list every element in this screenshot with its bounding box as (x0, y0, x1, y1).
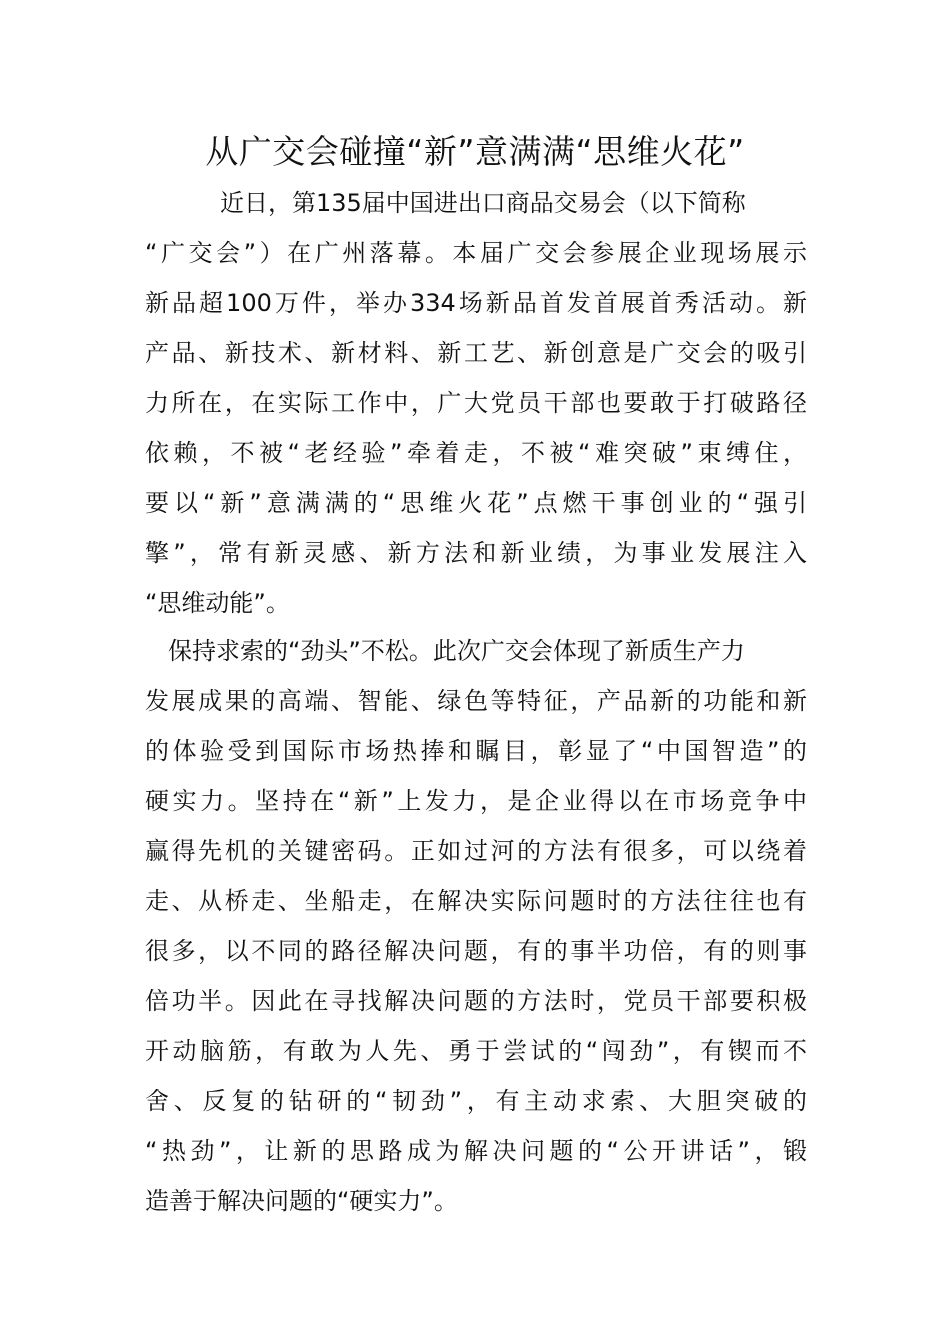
paragraph-1-line-1: 近日，第135届中国进出口商品交易会（以下简称 (220, 189, 746, 217)
paragraph-1-line-2: “广交会”）在广州落幕。本届广交会参展企业现场展示 (145, 239, 807, 267)
document-title: 从广交会碰撞“新”意满满“思维火花” (205, 132, 745, 171)
paragraph-2-line-2: 发展成果的高端、智能、绿色等特征，产品新的功能和新 (145, 687, 807, 715)
paragraph-2-line-11: “热劲”，让新的思路成为解决问题的“公开讲话”，锻 (145, 1137, 807, 1165)
paragraph-2-line-12: 造善于解决问题的“硬实力”。 (145, 1187, 458, 1215)
paragraph-1-line-8: 擎”，常有新灵感、新方法和新业绩，为事业发展注入 (145, 539, 807, 567)
paragraph-1-line-7: 要以“新”意满满的“思维火花”点燃干事创业的“强引 (145, 489, 807, 517)
paragraph-2-line-8: 倍功半。因此在寻找解决问题的方法时，党员干部要积极 (145, 987, 807, 1015)
paragraph-2-line-1: 保持求索的“劲头”不松。此次广交会体现了新质生产力 (168, 637, 745, 665)
paragraph-2-line-4: 硬实力。坚持在“新”上发力，是企业得以在市场竞争中 (145, 787, 807, 815)
paragraph-2-line-6: 走、从桥走、坐船走，在解决实际问题时的方法往往也有 (145, 887, 807, 915)
paragraph-2-line-9: 开动脑筋，有敢为人先、勇于尝试的“闯劲”，有锲而不 (145, 1037, 807, 1065)
paragraph-1-line-9: “思维动能”。 (145, 589, 290, 617)
paragraph-2-line-7: 很多，以不同的路径解决问题，有的事半功倍，有的则事 (145, 937, 807, 965)
paragraph-1-line-6: 依赖，不被“老经验”牵着走，不被“难突破”束缚住， (145, 439, 807, 467)
paragraph-2-line-3: 的体验受到国际市场热捧和瞩目，彰显了“中国智造”的 (145, 737, 807, 765)
paragraph-2-line-10: 舍、反复的钻研的“韧劲”，有主动求索、大胆突破的 (145, 1087, 807, 1115)
paragraph-2-line-5: 赢得先机的关键密码。正如过河的方法有很多，可以绕着 (145, 837, 807, 865)
paragraph-1-line-4: 产品、新技术、新材料、新工艺、新创意是广交会的吸引 (145, 339, 807, 367)
paragraph-1-line-5: 力所在，在实际工作中，广大党员干部也要敢于打破路径 (145, 389, 807, 417)
paragraph-1-line-3: 新品超100万件，举办334场新品首发首展首秀活动。新 (145, 289, 807, 317)
